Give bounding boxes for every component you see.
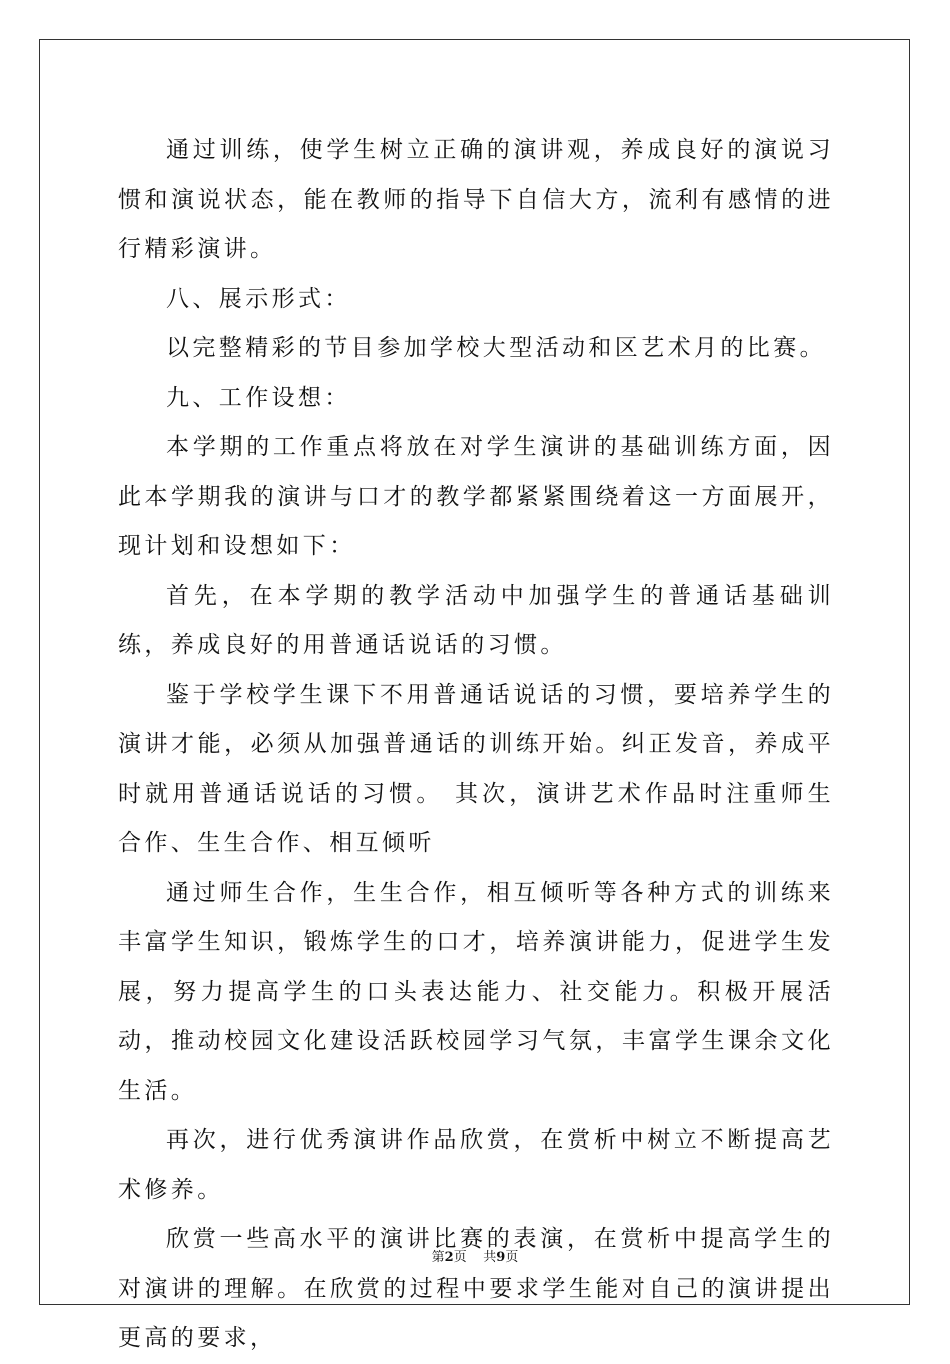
page-suffix: 页 [453,1250,467,1265]
paragraph-3: 本学期的工作重点将放在对学生演讲的基础训练方面，因此本学期我的演讲与口才的教学都紧紧围绕着这一方面展开，现计划和设想如下： [118,434,834,559]
total-suffix: 页 [505,1250,519,1265]
page-prefix: 第 [431,1250,445,1265]
heading-work-plan: 九、工作设想： [166,384,351,411]
total-pages: 9 [496,1250,506,1265]
paragraph-2: 以完整精彩的节目参加学校大型活动和区艺术月的比赛。 [166,335,826,361]
page-number: 2 [444,1250,454,1265]
paragraph-8: 欣赏一些高水平的演讲比赛的表演，在赏析中提高学生的对演讲的理解。在欣赏的过程中要求学生能对自己的演讲提出更高的要求， [118,1226,834,1351]
paragraph-6: 通过师生合作，生生合作，相互倾听等各种方式的训练来丰富学生知识，锻炼学生的口才，培养演讲能力，促进学生发展，努力提高学生的口头表达能力、社交能力。积极开展活动，推动校园文化建设活跃校园学习气氛，丰富学生课余文化生活。 [118,879,834,1104]
paragraph-5: 鉴于学校学生课下不用普通话说话的习惯，要培养学生的演讲才能，必须从加强普通话的训练开始。纠正发音，养成平时就用普通话说话的习惯。 其次，演讲艺术作品时注重师生合作、生生合作、相互倾听 [118,681,834,856]
document-body [118,126,834,1364]
paragraph-1: 通过训练，使学生树立正确的演讲观，养成良好的演说习惯和演说状态，能在教师的指导下自信大方，流利有感情的进行精彩演讲。 [118,137,834,262]
page-footer [0,1246,950,1265]
paragraph-7: 再次，进行优秀演讲作品欣赏，在赏析中树立不断提高艺术修养。 [118,1127,834,1203]
total-prefix: 共 [483,1250,497,1265]
heading-display-form: 八、展示形式： [166,285,351,312]
paragraph-4: 首先，在本学期的教学活动中加强学生的普通话基础训练，养成良好的用普通话说话的习惯。 [118,582,834,658]
